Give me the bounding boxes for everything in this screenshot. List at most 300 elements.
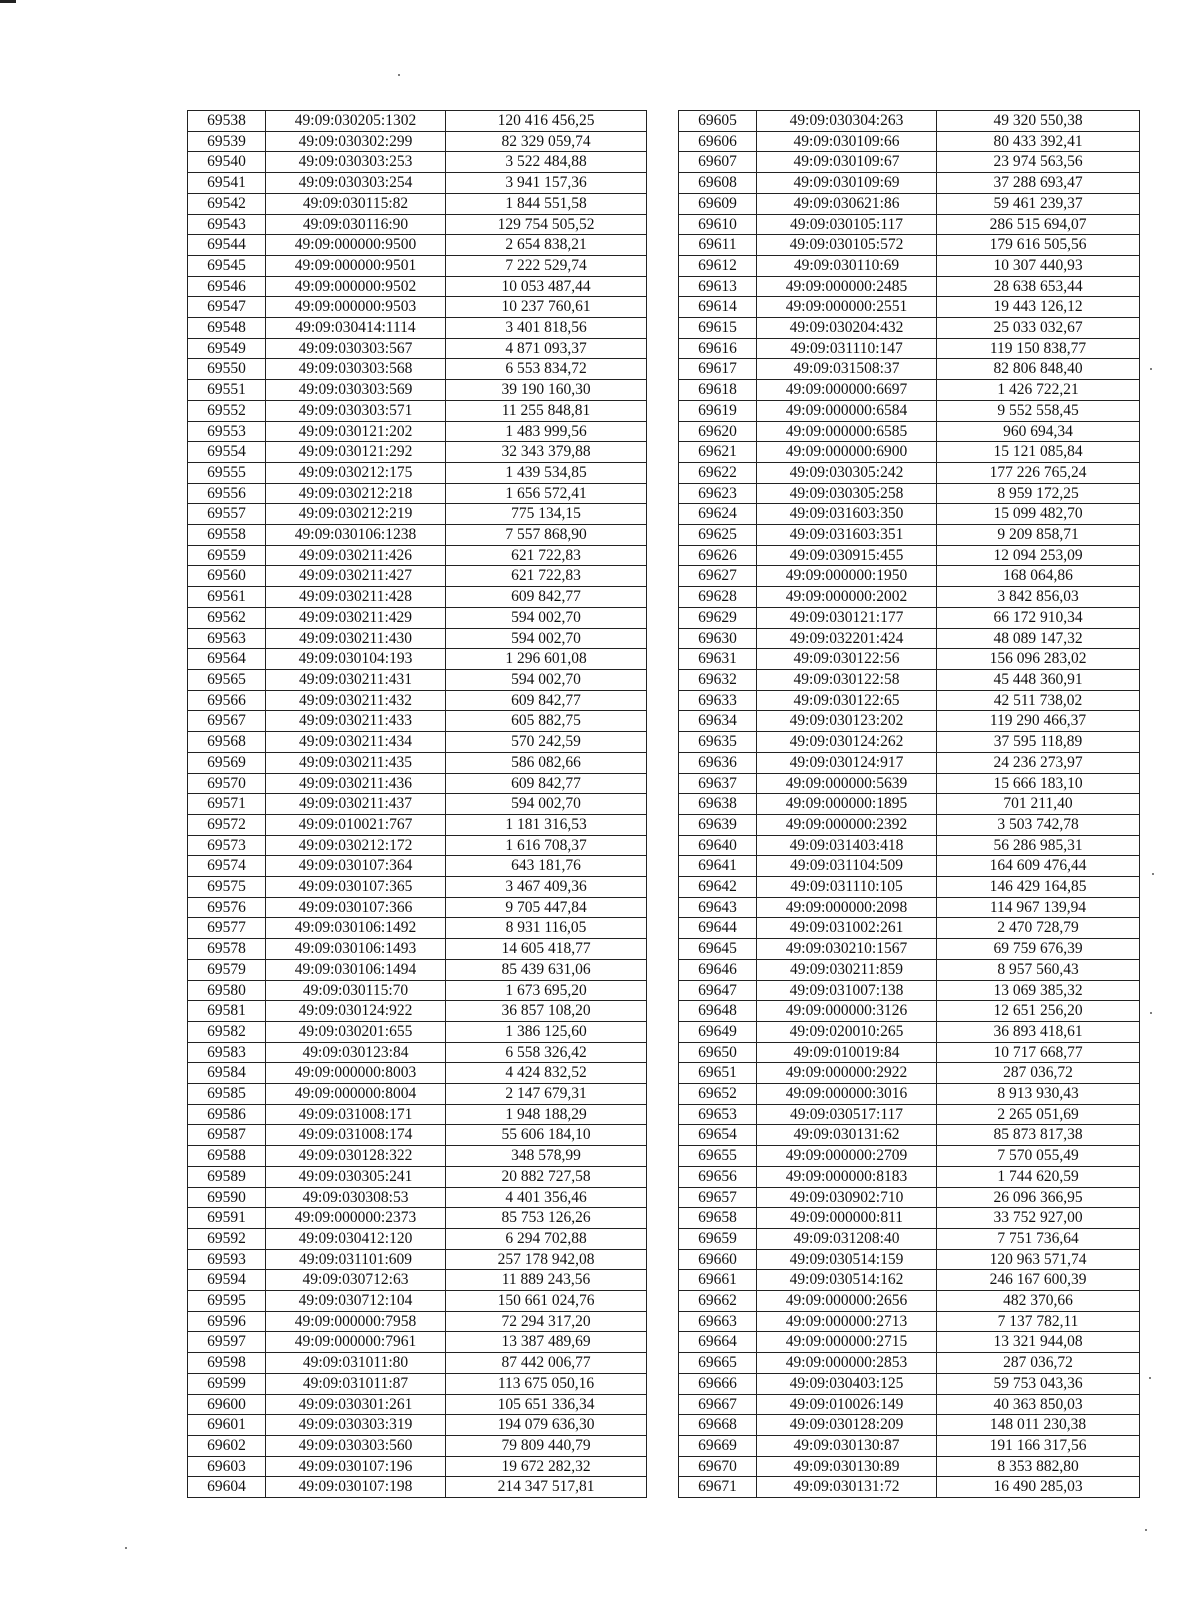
table-row (188, 1084, 647, 1105)
scan-speck (1152, 873, 1154, 875)
row-number-cell: 69559 (188, 545, 266, 566)
cadastral-number-cell: 49:09:000000:2551 (757, 297, 937, 318)
table-row (188, 1125, 647, 1146)
cadastral-number-cell: 49:09:030131:72 (757, 1477, 937, 1498)
cadastral-number-cell: 49:09:030106:1492 (266, 918, 446, 939)
row-number-cell: 69632 (679, 669, 757, 690)
cadastral-number-cell: 49:09:030212:175 (266, 462, 446, 483)
cadastral-value-cell: 594 002,70 (446, 669, 647, 690)
cadastral-number-cell: 49:09:030303:319 (266, 1415, 446, 1436)
cadastral-number-cell: 49:09:031011:87 (266, 1373, 446, 1394)
table-row (679, 318, 1140, 339)
cadastral-value-cell: 113 675 050,16 (446, 1373, 647, 1394)
cadastral-number-cell: 49:09:030107:196 (266, 1456, 446, 1477)
cadastral-number-cell: 49:09:030621:86 (757, 193, 937, 214)
cadastral-number-cell: 49:09:031007:138 (757, 980, 937, 1001)
row-number-cell: 69589 (188, 1166, 266, 1187)
cadastral-value-cell: 10 717 668,77 (937, 1042, 1140, 1063)
cadastral-number-cell: 49:09:030107:365 (266, 877, 446, 898)
cadastral-number-cell: 49:09:030915:455 (757, 545, 937, 566)
table-row (188, 1436, 647, 1457)
cadastral-value-cell: 6 294 702,88 (446, 1228, 647, 1249)
row-number-cell: 69649 (679, 1021, 757, 1042)
table-row (188, 587, 647, 608)
row-number-cell: 69598 (188, 1353, 266, 1374)
table-row (188, 421, 647, 442)
row-number-cell: 69634 (679, 711, 757, 732)
cadastral-number-cell: 49:09:030104:193 (266, 649, 446, 670)
table-row (679, 877, 1140, 898)
table-row (188, 1477, 647, 1498)
row-number-cell: 69604 (188, 1477, 266, 1498)
cadastral-number-cell: 49:09:030211:436 (266, 773, 446, 794)
cadastral-number-cell: 49:09:030210:1567 (757, 939, 937, 960)
table-row (188, 380, 647, 401)
cadastral-number-cell: 49:09:030121:202 (266, 421, 446, 442)
cadastral-value-cell: 146 429 164,85 (937, 877, 1140, 898)
table-row (188, 442, 647, 463)
row-number-cell: 69608 (679, 173, 757, 194)
cadastral-value-cell: 37 595 118,89 (937, 732, 1140, 753)
cadastral-number-cell: 49:09:030211:430 (266, 628, 446, 649)
row-number-cell: 69590 (188, 1187, 266, 1208)
table-row (188, 1042, 647, 1063)
table-row (679, 297, 1140, 318)
table-row (679, 732, 1140, 753)
cadastral-number-cell: 49:09:030116:90 (266, 214, 446, 235)
cadastral-value-cell: 621 722,83 (446, 566, 647, 587)
row-number-cell: 69597 (188, 1332, 266, 1353)
cadastral-number-cell: 49:09:030211:428 (266, 587, 446, 608)
cadastral-value-cell: 701 211,40 (937, 794, 1140, 815)
row-number-cell: 69641 (679, 856, 757, 877)
table-row (188, 959, 647, 980)
cadastral-number-cell: 49:09:010019:84 (757, 1042, 937, 1063)
row-number-cell: 69560 (188, 566, 266, 587)
cadastral-value-cell: 13 387 489,69 (446, 1332, 647, 1353)
table-row (679, 1311, 1140, 1332)
row-number-cell: 69572 (188, 814, 266, 835)
cadastral-number-cell: 49:09:030115:82 (266, 193, 446, 214)
row-number-cell: 69584 (188, 1063, 266, 1084)
cadastral-number-cell: 49:09:030712:104 (266, 1291, 446, 1312)
cadastral-value-cell: 9 705 447,84 (446, 897, 647, 918)
row-number-cell: 69562 (188, 607, 266, 628)
row-number-cell: 69596 (188, 1311, 266, 1332)
cadastral-number-cell: 49:09:030106:1238 (266, 525, 446, 546)
row-number-cell: 69647 (679, 980, 757, 1001)
cadastral-number-cell: 49:09:030211:427 (266, 566, 446, 587)
row-number-cell: 69539 (188, 131, 266, 152)
row-number-cell: 69554 (188, 442, 266, 463)
table-row (679, 1042, 1140, 1063)
row-number-cell: 69555 (188, 462, 266, 483)
row-number-cell: 69667 (679, 1394, 757, 1415)
cadastral-value-cell: 82 806 848,40 (937, 359, 1140, 380)
row-number-cell: 69566 (188, 690, 266, 711)
table-row (188, 607, 647, 628)
cadastral-number-cell: 49:09:000000:8004 (266, 1084, 446, 1105)
table-row (188, 1373, 647, 1394)
table-row (679, 1187, 1140, 1208)
cadastral-number-cell: 49:09:030303:254 (266, 173, 446, 194)
row-number-cell: 69586 (188, 1104, 266, 1125)
table-row (188, 504, 647, 525)
cadastral-value-cell: 156 096 283,02 (937, 649, 1140, 670)
row-number-cell: 69639 (679, 814, 757, 835)
row-number-cell: 69610 (679, 214, 757, 235)
cadastral-value-cell: 609 842,77 (446, 587, 647, 608)
cadastral-number-cell: 49:09:030212:172 (266, 835, 446, 856)
table-row (679, 1208, 1140, 1229)
row-number-cell: 69621 (679, 442, 757, 463)
table-row (679, 1249, 1140, 1270)
table-row (679, 338, 1140, 359)
cadastral-number-cell: 49:09:031110:147 (757, 338, 937, 359)
cadastral-number-cell: 49:09:030305:258 (757, 483, 937, 504)
row-number-cell: 69578 (188, 939, 266, 960)
cadastral-value-cell: 7 570 055,49 (937, 1146, 1140, 1167)
row-number-cell: 69543 (188, 214, 266, 235)
row-number-cell: 69671 (679, 1477, 757, 1498)
cadastral-number-cell: 49:09:030211:859 (757, 959, 937, 980)
table-row (188, 566, 647, 587)
table-row (188, 939, 647, 960)
cadastral-value-cell: 3 467 409,36 (446, 877, 647, 898)
table-row (188, 1415, 647, 1436)
cadastral-value-cell: 287 036,72 (937, 1353, 1140, 1374)
cadastral-value-cell: 570 242,59 (446, 732, 647, 753)
cadastral-value-cell: 214 347 517,81 (446, 1477, 647, 1498)
row-number-cell: 69583 (188, 1042, 266, 1063)
row-number-cell: 69660 (679, 1249, 757, 1270)
cadastral-value-cell: 2 265 051,69 (937, 1104, 1140, 1125)
table-row (188, 897, 647, 918)
cadastral-number-cell: 49:09:031008:174 (266, 1125, 446, 1146)
cadastral-number-cell: 49:09:000000:1895 (757, 794, 937, 815)
scan-speck (125, 1547, 127, 1549)
table-row (679, 856, 1140, 877)
cadastral-number-cell: 49:09:030212:218 (266, 483, 446, 504)
cadastral-number-cell: 49:09:030109:69 (757, 173, 937, 194)
cadastral-table-left (187, 110, 647, 1498)
cadastral-value-cell: 119 150 838,77 (937, 338, 1140, 359)
row-number-cell: 69573 (188, 835, 266, 856)
scan-speck (1149, 1377, 1151, 1379)
cadastral-value-cell: 36 857 108,20 (446, 1001, 647, 1022)
cadastral-number-cell: 49:09:030304:263 (757, 111, 937, 132)
row-number-cell: 69605 (679, 111, 757, 132)
cadastral-number-cell: 49:09:000000:2392 (757, 814, 937, 835)
cadastral-number-cell: 49:09:000000:2373 (266, 1208, 446, 1229)
cadastral-number-cell: 49:09:000000:3126 (757, 1001, 937, 1022)
table-row (679, 193, 1140, 214)
cadastral-number-cell: 49:09:020010:265 (757, 1021, 937, 1042)
cadastral-value-cell: 482 370,66 (937, 1291, 1140, 1312)
row-number-cell: 69638 (679, 794, 757, 815)
row-number-cell: 69670 (679, 1456, 757, 1477)
table-row (679, 255, 1140, 276)
cadastral-number-cell: 49:09:000000:9501 (266, 255, 446, 276)
cadastral-number-cell: 49:09:000000:2922 (757, 1063, 937, 1084)
table-row (188, 111, 647, 132)
cadastral-value-cell: 11 255 848,81 (446, 400, 647, 421)
row-number-cell: 69613 (679, 276, 757, 297)
cadastral-value-cell: 191 166 317,56 (937, 1436, 1140, 1457)
cadastral-value-cell: 1 744 620,59 (937, 1166, 1140, 1187)
row-number-cell: 69544 (188, 235, 266, 256)
table-row (188, 545, 647, 566)
cadastral-number-cell: 49:09:010026:149 (757, 1394, 937, 1415)
table-row (679, 566, 1140, 587)
cadastral-number-cell: 49:09:030712:63 (266, 1270, 446, 1291)
row-number-cell: 69668 (679, 1415, 757, 1436)
row-number-cell: 69643 (679, 897, 757, 918)
cadastral-number-cell: 49:09:000000:6697 (757, 380, 937, 401)
table-row (679, 897, 1140, 918)
cadastral-number-cell: 49:09:000000:8003 (266, 1063, 446, 1084)
cadastral-number-cell: 49:09:030211:434 (266, 732, 446, 753)
row-number-cell: 69557 (188, 504, 266, 525)
cadastral-number-cell: 49:09:030105:572 (757, 235, 937, 256)
cadastral-value-cell: 348 578,99 (446, 1146, 647, 1167)
cadastral-value-cell: 16 490 285,03 (937, 1477, 1140, 1498)
row-number-cell: 69645 (679, 939, 757, 960)
table-row (679, 1270, 1140, 1291)
cadastral-number-cell: 49:09:030109:67 (757, 152, 937, 173)
cadastral-number-cell: 49:09:031008:171 (266, 1104, 446, 1125)
cadastral-number-cell: 49:09:000000:811 (757, 1208, 937, 1229)
row-number-cell: 69588 (188, 1146, 266, 1167)
cadastral-number-cell: 49:09:031110:105 (757, 877, 937, 898)
row-number-cell: 69570 (188, 773, 266, 794)
table-row (188, 794, 647, 815)
table-row (188, 131, 647, 152)
cadastral-value-cell: 4 401 356,46 (446, 1187, 647, 1208)
table-row (679, 214, 1140, 235)
cadastral-value-cell: 10 307 440,93 (937, 255, 1140, 276)
row-number-cell: 69635 (679, 732, 757, 753)
row-number-cell: 69569 (188, 752, 266, 773)
row-number-cell: 69614 (679, 297, 757, 318)
table-row (188, 732, 647, 753)
cadastral-number-cell: 49:09:030128:209 (757, 1415, 937, 1436)
table-row (188, 318, 647, 339)
table-row (679, 173, 1140, 194)
row-number-cell: 69575 (188, 877, 266, 898)
table-row (679, 1104, 1140, 1125)
cadastral-value-cell: 39 190 160,30 (446, 380, 647, 401)
cadastral-value-cell: 586 082,66 (446, 752, 647, 773)
cadastral-number-cell: 49:09:000000:7961 (266, 1332, 446, 1353)
cadastral-value-cell: 120 963 571,74 (937, 1249, 1140, 1270)
cadastral-number-cell: 49:09:030122:56 (757, 649, 937, 670)
table-row (188, 1456, 647, 1477)
cadastral-number-cell: 49:09:030305:242 (757, 462, 937, 483)
cadastral-value-cell: 105 651 336,34 (446, 1394, 647, 1415)
cadastral-value-cell: 82 329 059,74 (446, 131, 647, 152)
cadastral-value-cell: 960 694,34 (937, 421, 1140, 442)
cadastral-value-cell: 42 511 738,02 (937, 690, 1140, 711)
cadastral-number-cell: 49:09:000000:2713 (757, 1311, 937, 1332)
table-row (188, 1353, 647, 1374)
cadastral-value-cell: 1 673 695,20 (446, 980, 647, 1001)
table-row (188, 877, 647, 898)
table-row (679, 1146, 1140, 1167)
row-number-cell: 69656 (679, 1166, 757, 1187)
table-row (679, 545, 1140, 566)
row-number-cell: 69627 (679, 566, 757, 587)
scan-speck (1150, 368, 1152, 370)
table-row (679, 959, 1140, 980)
cadastral-number-cell: 49:09:000000:2002 (757, 587, 937, 608)
cadastral-value-cell: 594 002,70 (446, 628, 647, 649)
cadastral-number-cell: 49:09:031508:37 (757, 359, 937, 380)
cadastral-value-cell: 6 553 834,72 (446, 359, 647, 380)
cadastral-value-cell: 3 503 742,78 (937, 814, 1140, 835)
row-number-cell: 69651 (679, 1063, 757, 1084)
cadastral-value-cell: 12 651 256,20 (937, 1001, 1140, 1022)
cadastral-number-cell: 49:09:031603:351 (757, 525, 937, 546)
cadastral-number-cell: 49:09:000000:6900 (757, 442, 937, 463)
cadastral-value-cell: 59 461 239,37 (937, 193, 1140, 214)
cadastral-number-cell: 49:09:000000:9500 (266, 235, 446, 256)
table-row (679, 462, 1140, 483)
cadastral-value-cell: 36 893 418,61 (937, 1021, 1140, 1042)
row-number-cell: 69650 (679, 1042, 757, 1063)
cadastral-value-cell: 7 751 736,64 (937, 1228, 1140, 1249)
cadastral-number-cell: 49:09:030123:84 (266, 1042, 446, 1063)
cadastral-number-cell: 49:09:030124:917 (757, 752, 937, 773)
table-row (679, 607, 1140, 628)
row-number-cell: 69642 (679, 877, 757, 898)
table-row (188, 1063, 647, 1084)
cadastral-value-cell: 37 288 693,47 (937, 173, 1140, 194)
cadastral-number-cell: 49:09:030403:125 (757, 1373, 937, 1394)
cadastral-number-cell: 49:09:030303:571 (266, 400, 446, 421)
cadastral-number-cell: 49:09:000000:1950 (757, 566, 937, 587)
row-number-cell: 69550 (188, 359, 266, 380)
cadastral-number-cell: 49:09:000000:2853 (757, 1353, 937, 1374)
cadastral-number-cell: 49:09:030121:177 (757, 607, 937, 628)
cadastral-number-cell: 49:09:030302:299 (266, 131, 446, 152)
cadastral-table-right (678, 110, 1140, 1498)
cadastral-number-cell: 49:09:030303:253 (266, 152, 446, 173)
table-row (679, 1125, 1140, 1146)
cadastral-number-cell: 49:09:030122:65 (757, 690, 937, 711)
cadastral-value-cell: 120 416 456,25 (446, 111, 647, 132)
scan-edge-mark (0, 0, 16, 3)
row-number-cell: 69548 (188, 318, 266, 339)
table-row (679, 152, 1140, 173)
cadastral-value-cell: 85 873 817,38 (937, 1125, 1140, 1146)
cadastral-number-cell: 49:09:030109:66 (757, 131, 937, 152)
table-row (188, 276, 647, 297)
table-row (679, 1166, 1140, 1187)
table-row (188, 297, 647, 318)
table-row (188, 1187, 647, 1208)
table-row (679, 276, 1140, 297)
cadastral-number-cell: 49:09:000000:7958 (266, 1311, 446, 1332)
table-row (679, 752, 1140, 773)
cadastral-number-cell: 49:09:030106:1494 (266, 959, 446, 980)
cadastral-value-cell: 2 654 838,21 (446, 235, 647, 256)
table-row (188, 1311, 647, 1332)
row-number-cell: 69617 (679, 359, 757, 380)
table-row (188, 255, 647, 276)
cadastral-number-cell: 49:09:030212:219 (266, 504, 446, 525)
cadastral-value-cell: 1 483 999,56 (446, 421, 647, 442)
cadastral-value-cell: 79 809 440,79 (446, 1436, 647, 1457)
row-number-cell: 69665 (679, 1353, 757, 1374)
cadastral-number-cell: 49:09:000000:5639 (757, 773, 937, 794)
table-row (188, 235, 647, 256)
row-number-cell: 69547 (188, 297, 266, 318)
cadastral-value-cell: 13 069 385,32 (937, 980, 1140, 1001)
table-row (188, 1146, 647, 1167)
row-number-cell: 69571 (188, 794, 266, 815)
row-number-cell: 69563 (188, 628, 266, 649)
cadastral-value-cell: 33 752 927,00 (937, 1208, 1140, 1229)
row-number-cell: 69568 (188, 732, 266, 753)
table-row (679, 918, 1140, 939)
cadastral-value-cell: 23 974 563,56 (937, 152, 1140, 173)
cadastral-value-cell: 177 226 765,24 (937, 462, 1140, 483)
cadastral-number-cell: 49:09:000000:2656 (757, 1291, 937, 1312)
cadastral-number-cell: 49:09:030124:262 (757, 732, 937, 753)
cadastral-number-cell: 49:09:030211:435 (266, 752, 446, 773)
row-number-cell: 69556 (188, 483, 266, 504)
cadastral-value-cell: 32 343 379,88 (446, 442, 647, 463)
table-row (188, 752, 647, 773)
cadastral-number-cell: 49:09:030301:261 (266, 1394, 446, 1415)
row-number-cell: 69611 (679, 235, 757, 256)
cadastral-value-cell: 114 967 139,94 (937, 897, 1140, 918)
row-number-cell: 69623 (679, 483, 757, 504)
row-number-cell: 69546 (188, 276, 266, 297)
cadastral-value-cell: 609 842,77 (446, 773, 647, 794)
row-number-cell: 69637 (679, 773, 757, 794)
table-row (188, 173, 647, 194)
row-number-cell: 69612 (679, 255, 757, 276)
table-row (679, 1394, 1140, 1415)
cadastral-value-cell: 49 320 550,38 (937, 111, 1140, 132)
cadastral-value-cell: 1 181 316,53 (446, 814, 647, 835)
table-row (188, 1249, 647, 1270)
row-number-cell: 69609 (679, 193, 757, 214)
scan-speck (398, 74, 400, 76)
table-row (188, 1228, 647, 1249)
row-number-cell: 69601 (188, 1415, 266, 1436)
cadastral-value-cell: 168 064,86 (937, 566, 1140, 587)
cadastral-value-cell: 3 842 856,03 (937, 587, 1140, 608)
cadastral-value-cell: 8 957 560,43 (937, 959, 1140, 980)
cadastral-number-cell: 49:09:000000:2485 (757, 276, 937, 297)
cadastral-number-cell: 49:09:030115:70 (266, 980, 446, 1001)
table-row (188, 193, 647, 214)
cadastral-value-cell: 164 609 476,44 (937, 856, 1140, 877)
row-number-cell: 69542 (188, 193, 266, 214)
table-row (188, 711, 647, 732)
cadastral-value-cell: 14 605 418,77 (446, 939, 647, 960)
row-number-cell: 69599 (188, 1373, 266, 1394)
cadastral-number-cell: 49:09:030308:53 (266, 1187, 446, 1208)
row-number-cell: 69615 (679, 318, 757, 339)
row-number-cell: 69579 (188, 959, 266, 980)
cadastral-value-cell: 10 053 487,44 (446, 276, 647, 297)
table-row (679, 1373, 1140, 1394)
table-row (679, 380, 1140, 401)
